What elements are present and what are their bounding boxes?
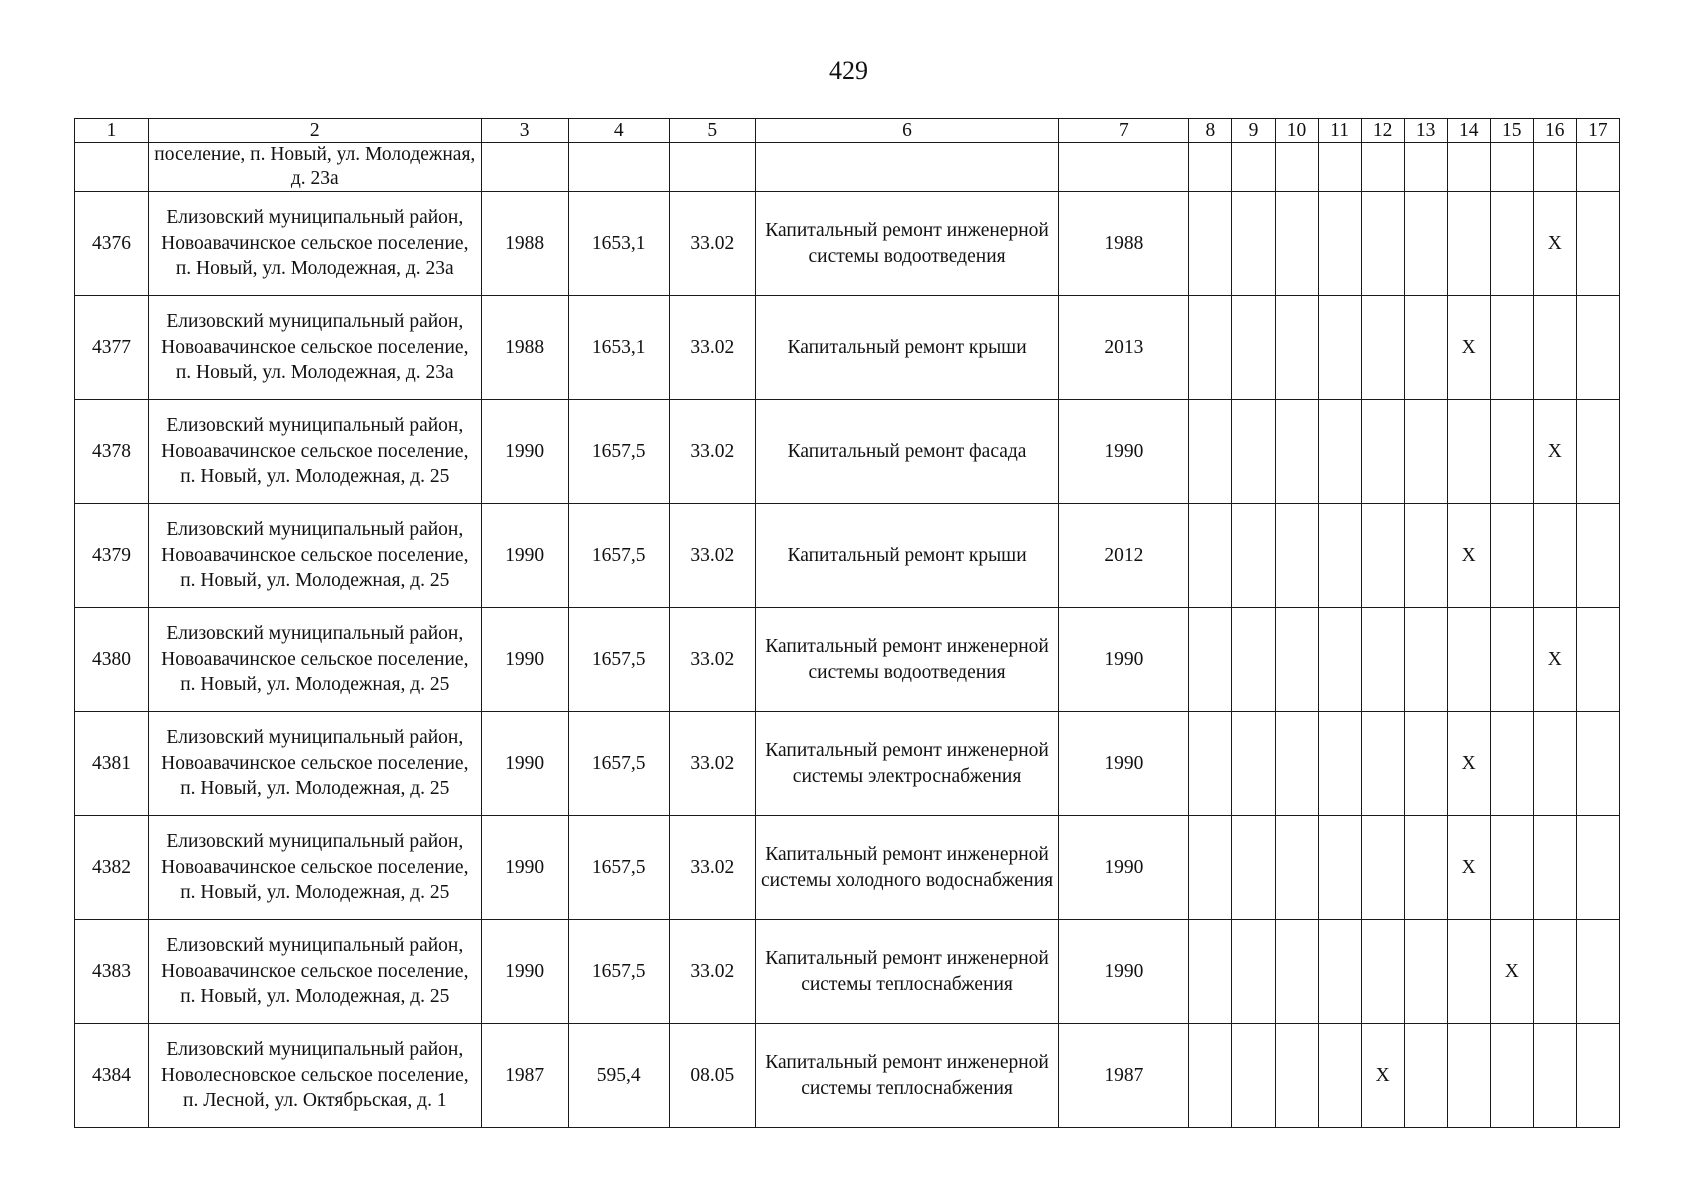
mark-cell [1189, 400, 1232, 504]
mark-cell [1404, 143, 1447, 192]
mark-cell [1275, 1024, 1318, 1128]
mark-cell [1576, 816, 1619, 920]
area-cell: 1657,5 [568, 400, 669, 504]
column-header: 3 [481, 119, 568, 143]
mark-cell [1576, 1024, 1619, 1128]
row-number-cell: 4382 [75, 816, 149, 920]
table-row [75, 504, 1620, 608]
mark-cell [1361, 400, 1404, 504]
plan-year-cell: 1990 [1059, 920, 1189, 1024]
mark-cell [1533, 1024, 1576, 1128]
area-cell: 1653,1 [568, 192, 669, 296]
build-year-cell: 1990 [481, 608, 568, 712]
mark-cell [1232, 400, 1275, 504]
mark-cell [1232, 920, 1275, 1024]
row-number-cell: 4381 [75, 712, 149, 816]
continuation-row [75, 143, 1620, 192]
work-type-cell: Капитальный ремонт инженерной системы водоотведения [755, 192, 1058, 296]
mark-cell: X [1447, 296, 1490, 400]
column-header: 2 [149, 119, 481, 143]
mark-cell [1189, 1024, 1232, 1128]
address-cell: Елизовский муниципальный район, Новоавачинское сельское поселение, п. Новый, ул. Молодежная, д. 25 [149, 712, 481, 816]
column-header: 6 [755, 119, 1058, 143]
mark-cell [1318, 1024, 1361, 1128]
mark-cell [1318, 920, 1361, 1024]
mark-cell [1490, 192, 1533, 296]
row-number-cell: 4384 [75, 1024, 149, 1128]
mark-cell [1232, 816, 1275, 920]
address-cell: Елизовский муниципальный район, Новоавачинское сельское поселение, п. Новый, ул. Молодежная, д. 23а [149, 296, 481, 400]
plan-year-cell: 1990 [1059, 608, 1189, 712]
row-number-cell: 4383 [75, 920, 149, 1024]
row-number-cell [75, 143, 149, 192]
build-year-cell [481, 143, 568, 192]
code-cell: 33.02 [669, 920, 755, 1024]
column-header: 11 [1318, 119, 1361, 143]
table-row [75, 712, 1620, 816]
column-header: 9 [1232, 119, 1275, 143]
mark-cell [1533, 504, 1576, 608]
plan-year-cell: 1990 [1059, 712, 1189, 816]
mark-cell [1533, 296, 1576, 400]
table-row [75, 920, 1620, 1024]
mark-cell [1404, 920, 1447, 1024]
mark-cell [1576, 712, 1619, 816]
column-header: 14 [1447, 119, 1490, 143]
table-row [75, 296, 1620, 400]
mark-cell: X [1447, 816, 1490, 920]
mark-cell [1275, 504, 1318, 608]
mark-cell [1533, 816, 1576, 920]
build-year-cell: 1990 [481, 816, 568, 920]
mark-cell [1275, 192, 1318, 296]
mark-cell [1404, 816, 1447, 920]
mark-cell [1533, 712, 1576, 816]
table-row [75, 192, 1620, 296]
build-year-cell: 1990 [481, 504, 568, 608]
plan-year-cell: 1990 [1059, 400, 1189, 504]
mark-cell [1318, 143, 1361, 192]
row-number-cell: 4380 [75, 608, 149, 712]
mark-cell [1361, 816, 1404, 920]
mark-cell [1447, 192, 1490, 296]
mark-cell: X [1490, 920, 1533, 1024]
build-year-cell: 1990 [481, 400, 568, 504]
mark-cell [1447, 920, 1490, 1024]
mark-cell [1318, 816, 1361, 920]
mark-cell [1189, 920, 1232, 1024]
mark-cell [1361, 712, 1404, 816]
work-type-cell: Капитальный ремонт инженерной системы теплоснабжения [755, 1024, 1058, 1128]
mark-cell [1232, 712, 1275, 816]
mark-cell [1275, 608, 1318, 712]
mark-cell [1361, 192, 1404, 296]
mark-cell [1490, 143, 1533, 192]
mark-cell [1576, 400, 1619, 504]
mark-cell [1361, 143, 1404, 192]
mark-cell [1490, 608, 1533, 712]
column-header: 15 [1490, 119, 1533, 143]
mark-cell [1189, 712, 1232, 816]
mark-cell [1318, 296, 1361, 400]
work-type-cell: Капитальный ремонт инженерной системы холодного водоснабжения [755, 816, 1058, 920]
mark-cell [1189, 504, 1232, 608]
mark-cell [1361, 920, 1404, 1024]
plan-year-cell: 2012 [1059, 504, 1189, 608]
mark-cell [1576, 504, 1619, 608]
column-header: 5 [669, 119, 755, 143]
mark-cell [1361, 504, 1404, 608]
plan-year-cell: 1987 [1059, 1024, 1189, 1128]
work-type-cell: Капитальный ремонт крыши [755, 296, 1058, 400]
mark-cell [1576, 296, 1619, 400]
code-cell: 33.02 [669, 400, 755, 504]
area-cell: 1653,1 [568, 296, 669, 400]
address-cell: Елизовский муниципальный район, Новоавачинское сельское поселение, п. Новый, ул. Молодежная, д. 25 [149, 400, 481, 504]
code-cell: 33.02 [669, 712, 755, 816]
address-cell: Елизовский муниципальный район, Новоавачинское сельское поселение, п. Новый, ул. Молодежная, д. 25 [149, 920, 481, 1024]
mark-cell: X [1447, 712, 1490, 816]
work-type-cell: Капитальный ремонт инженерной системы электроснабжения [755, 712, 1058, 816]
work-type-cell: Капитальный ремонт крыши [755, 504, 1058, 608]
mark-cell [1576, 192, 1619, 296]
code-cell: 33.02 [669, 816, 755, 920]
mark-cell [1361, 296, 1404, 400]
plan-year-cell [1059, 143, 1189, 192]
mark-cell [1447, 400, 1490, 504]
column-header: 8 [1189, 119, 1232, 143]
mark-cell [1275, 296, 1318, 400]
column-header: 4 [568, 119, 669, 143]
mark-cell [1404, 608, 1447, 712]
work-type-cell: Капитальный ремонт инженерной системы теплоснабжения [755, 920, 1058, 1024]
build-year-cell: 1988 [481, 192, 568, 296]
column-header: 12 [1361, 119, 1404, 143]
row-number-cell: 4376 [75, 192, 149, 296]
mark-cell: X [1361, 1024, 1404, 1128]
column-number-header [75, 119, 1620, 143]
mark-cell [1447, 608, 1490, 712]
code-cell [669, 143, 755, 192]
mark-cell [1490, 400, 1533, 504]
mark-cell: X [1533, 400, 1576, 504]
area-cell: 595,4 [568, 1024, 669, 1128]
plan-year-cell: 1990 [1059, 816, 1189, 920]
address-cell: Елизовский муниципальный район, Новоавачинское сельское поселение, п. Новый, ул. Молодежная, д. 25 [149, 504, 481, 608]
mark-cell [1318, 400, 1361, 504]
address-cell: Елизовский муниципальный район, Новоавачинское сельское поселение, п. Новый, ул. Молодежная, д. 23а [149, 192, 481, 296]
mark-cell [1275, 712, 1318, 816]
mark-cell [1490, 504, 1533, 608]
work-type-cell: Капитальный ремонт фасада [755, 400, 1058, 504]
table-body [75, 192, 1620, 1128]
mark-cell [1533, 143, 1576, 192]
row-number-cell: 4379 [75, 504, 149, 608]
mark-cell [1232, 296, 1275, 400]
table-row [75, 1024, 1620, 1128]
address-cell: Елизовский муниципальный район, Новоавачинское сельское поселение, п. Новый, ул. Молодежная, д. 25 [149, 608, 481, 712]
mark-cell [1232, 504, 1275, 608]
mark-cell [1275, 400, 1318, 504]
mark-cell [1232, 608, 1275, 712]
area-cell: 1657,5 [568, 816, 669, 920]
column-header: 17 [1576, 119, 1619, 143]
build-year-cell: 1987 [481, 1024, 568, 1128]
build-year-cell: 1990 [481, 920, 568, 1024]
column-header: 1 [75, 119, 149, 143]
mark-cell: X [1447, 504, 1490, 608]
mark-cell [1447, 143, 1490, 192]
mark-cell [1404, 712, 1447, 816]
mark-cell [1189, 143, 1232, 192]
area-cell [568, 143, 669, 192]
mark-cell [1275, 920, 1318, 1024]
mark-cell [1232, 1024, 1275, 1128]
plan-year-cell: 2013 [1059, 296, 1189, 400]
build-year-cell: 1990 [481, 712, 568, 816]
mark-cell [1232, 143, 1275, 192]
mark-cell [1318, 504, 1361, 608]
table-row [75, 608, 1620, 712]
address-cell: поселение, п. Новый, ул. Молодежная, д. 23а [149, 143, 481, 192]
code-cell: 33.02 [669, 608, 755, 712]
code-cell: 33.02 [669, 504, 755, 608]
mark-cell [1404, 1024, 1447, 1128]
mark-cell [1318, 608, 1361, 712]
column-header: 7 [1059, 119, 1189, 143]
row-number-cell: 4377 [75, 296, 149, 400]
code-cell: 08.05 [669, 1024, 755, 1128]
mark-cell [1533, 920, 1576, 1024]
code-cell: 33.02 [669, 296, 755, 400]
mark-cell [1275, 143, 1318, 192]
address-cell: Елизовский муниципальный район, Новолесновское сельское поселение, п. Лесной, ул. Октябрьская, д. 1 [149, 1024, 481, 1128]
column-header: 10 [1275, 119, 1318, 143]
address-cell: Елизовский муниципальный район, Новоавачинское сельское поселение, п. Новый, ул. Молодежная, д. 25 [149, 816, 481, 920]
area-cell: 1657,5 [568, 920, 669, 1024]
mark-cell [1576, 608, 1619, 712]
build-year-cell: 1988 [481, 296, 568, 400]
mark-cell [1189, 608, 1232, 712]
housing-repair-table [74, 118, 1620, 1128]
mark-cell [1576, 143, 1619, 192]
column-header: 16 [1533, 119, 1576, 143]
work-type-cell [755, 143, 1058, 192]
area-cell: 1657,5 [568, 712, 669, 816]
mark-cell: X [1533, 608, 1576, 712]
work-type-cell: Капитальный ремонт инженерной системы водоотведения [755, 608, 1058, 712]
mark-cell [1189, 296, 1232, 400]
mark-cell [1404, 296, 1447, 400]
mark-cell [1404, 192, 1447, 296]
area-cell: 1657,5 [568, 504, 669, 608]
mark-cell [1275, 816, 1318, 920]
mark-cell [1490, 816, 1533, 920]
mark-cell [1404, 400, 1447, 504]
mark-cell [1361, 608, 1404, 712]
mark-cell [1447, 1024, 1490, 1128]
mark-cell [1189, 816, 1232, 920]
mark-cell [1490, 296, 1533, 400]
mark-cell [1318, 712, 1361, 816]
mark-cell [1404, 504, 1447, 608]
mark-cell [1490, 712, 1533, 816]
mark-cell [1318, 192, 1361, 296]
page-number: 429 [829, 56, 868, 85]
area-cell: 1657,5 [568, 608, 669, 712]
mark-cell [1576, 920, 1619, 1024]
mark-cell [1232, 192, 1275, 296]
row-number-cell: 4378 [75, 400, 149, 504]
table-row [75, 400, 1620, 504]
plan-year-cell: 1988 [1059, 192, 1189, 296]
mark-cell [1490, 1024, 1533, 1128]
column-header: 13 [1404, 119, 1447, 143]
code-cell: 33.02 [669, 192, 755, 296]
table-row [75, 816, 1620, 920]
mark-cell: X [1533, 192, 1576, 296]
mark-cell [1189, 192, 1232, 296]
